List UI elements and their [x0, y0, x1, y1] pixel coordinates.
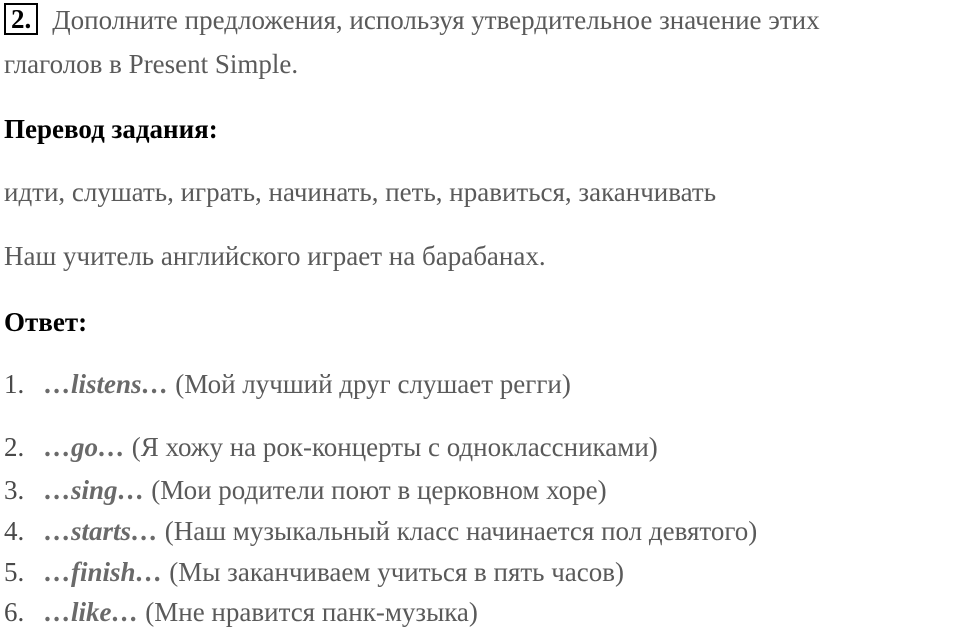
answer-item-translation: (Мой лучший друг слушает регги) — [175, 369, 571, 399]
task-number-badge: 2. — [4, 3, 38, 35]
translation-example: Наш учитель английского играет на барабанах. — [4, 241, 546, 271]
answer-item — [4, 595, 478, 629]
answer-item-word: …starts… — [44, 516, 159, 546]
translation-verbs: идти, слушать, играть, начинать, петь, нравиться, заканчивать — [4, 177, 717, 207]
answer-item-word: …finish… — [44, 557, 163, 587]
answer-heading: Ответ: — [4, 307, 88, 337]
answer-item — [4, 367, 571, 401]
answer-item-number: 6. — [4, 597, 25, 627]
answer-item-number: 3. — [4, 475, 25, 505]
answer-item-number: 2. — [4, 432, 25, 462]
answer-item — [4, 514, 757, 548]
answer-item-number: 4. — [4, 516, 25, 546]
answer-item-translation: (Я хожу на рок-концерты с одноклассниками) — [131, 432, 658, 462]
translation-heading: Перевод задания: — [4, 114, 218, 144]
answer-item-translation: (Наш музыкальный класс начинается пол девятого) — [164, 516, 758, 546]
answer-item — [4, 473, 607, 507]
answer-item-number: 1. — [4, 369, 25, 399]
answer-item-translation: (Мне нравится панк-музыка) — [145, 597, 478, 627]
answer-item-word: …like… — [44, 597, 139, 627]
answer-item-number: 5. — [4, 557, 25, 587]
answer-item-word: …listens… — [44, 369, 169, 399]
answer-item — [4, 430, 658, 464]
answer-item — [4, 555, 624, 589]
answer-item-translation: (Мы заканчиваем учиться в пять часов) — [169, 557, 625, 587]
answer-item-translation: (Мои родители поют в церковном хоре) — [151, 475, 607, 505]
task-text-line-1: Дополните предложения, используя утвердительное значение этих — [52, 5, 820, 35]
answer-item-word: …sing… — [44, 475, 145, 505]
task-instruction-line-1 — [4, 3, 820, 37]
task-text-line-2: глаголов в Present Simple. — [4, 49, 299, 79]
answer-item-word: …go… — [44, 432, 125, 462]
